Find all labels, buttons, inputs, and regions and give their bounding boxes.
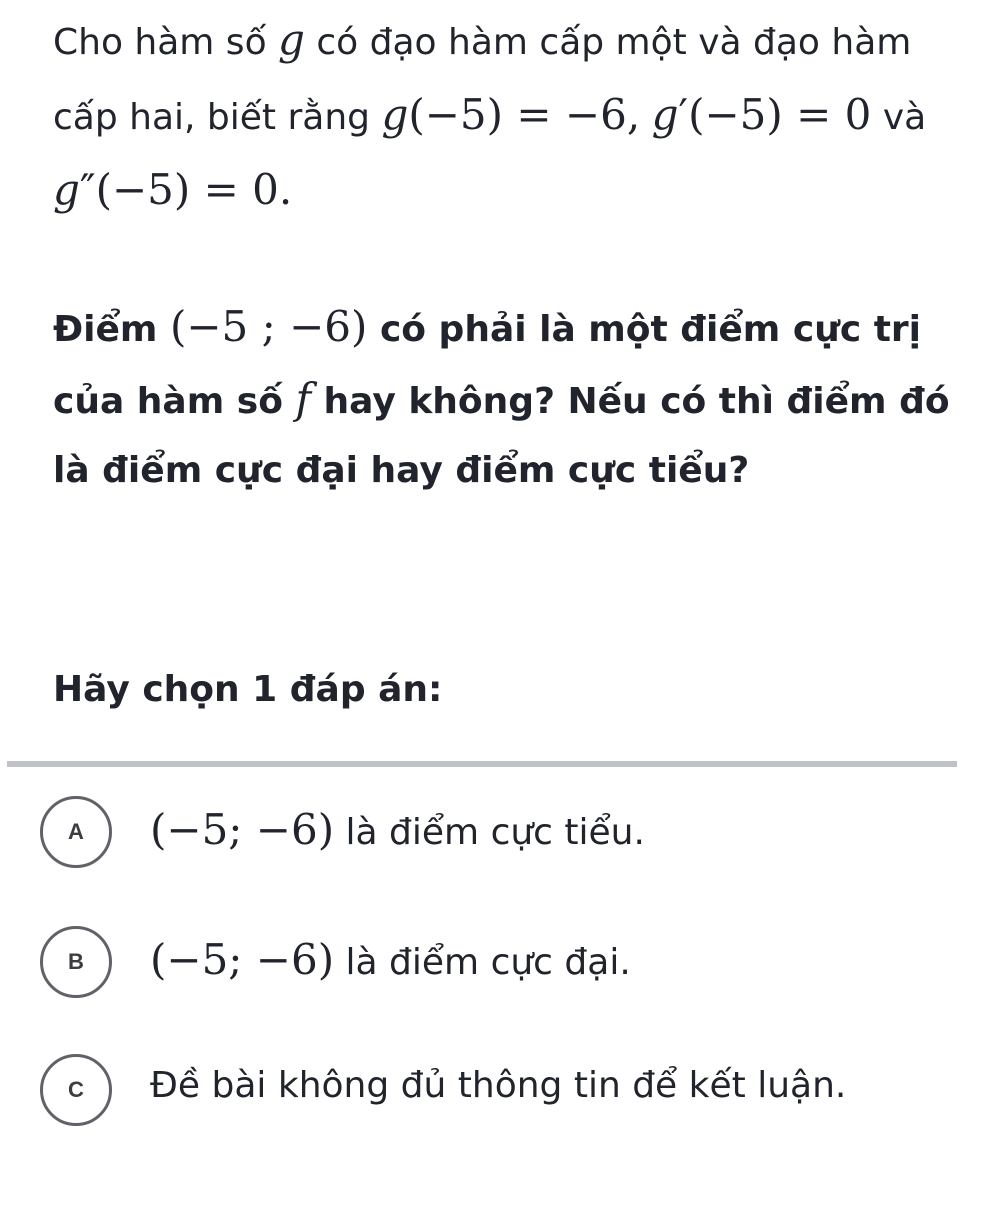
radio-bubble-a[interactable]: A [40,796,112,868]
choice-b-text: (−5; −6) là điểm cực đại. [150,935,631,984]
condition-g-prime: g′(−5) = 0 [651,90,872,139]
question-text [53,4,963,229]
condition-g-value: g(−5) = −6, [381,90,641,139]
choice-c-text: Đề bài không đủ thông tin để kết luận. [150,1065,847,1106]
radio-bubble-b[interactable]: B [40,926,112,998]
choice-b[interactable] [40,920,940,1020]
choice-c[interactable] [40,1048,940,1188]
function-g: g [278,15,305,64]
question-intro: Cho hàm số [53,22,279,63]
radio-bubble-c[interactable]: C [40,1054,112,1126]
condition-g-double-prime: g″(−5) = 0. [53,165,293,214]
function-f: f [295,374,312,423]
point-math: (−5 ; −6) [169,302,368,351]
question-and: và [871,97,927,138]
instruction-label: Hãy chọn 1 đáp án: [53,669,443,710]
question-body: có đạo hàm cấp một và đạo hàm cấp hai, biết rằng [53,22,912,138]
divider [7,761,957,767]
choice-a-text: (−5; −6) là điểm cực tiểu. [150,805,645,854]
choice-a[interactable] [40,790,940,890]
question-prompt: Điểm (−5 ; −6) có phải là một điểm cực trị của hàm số f hay không? Nếu có thì điểm đó là điểm cực đại hay điểm cực tiểu? [53,302,950,491]
